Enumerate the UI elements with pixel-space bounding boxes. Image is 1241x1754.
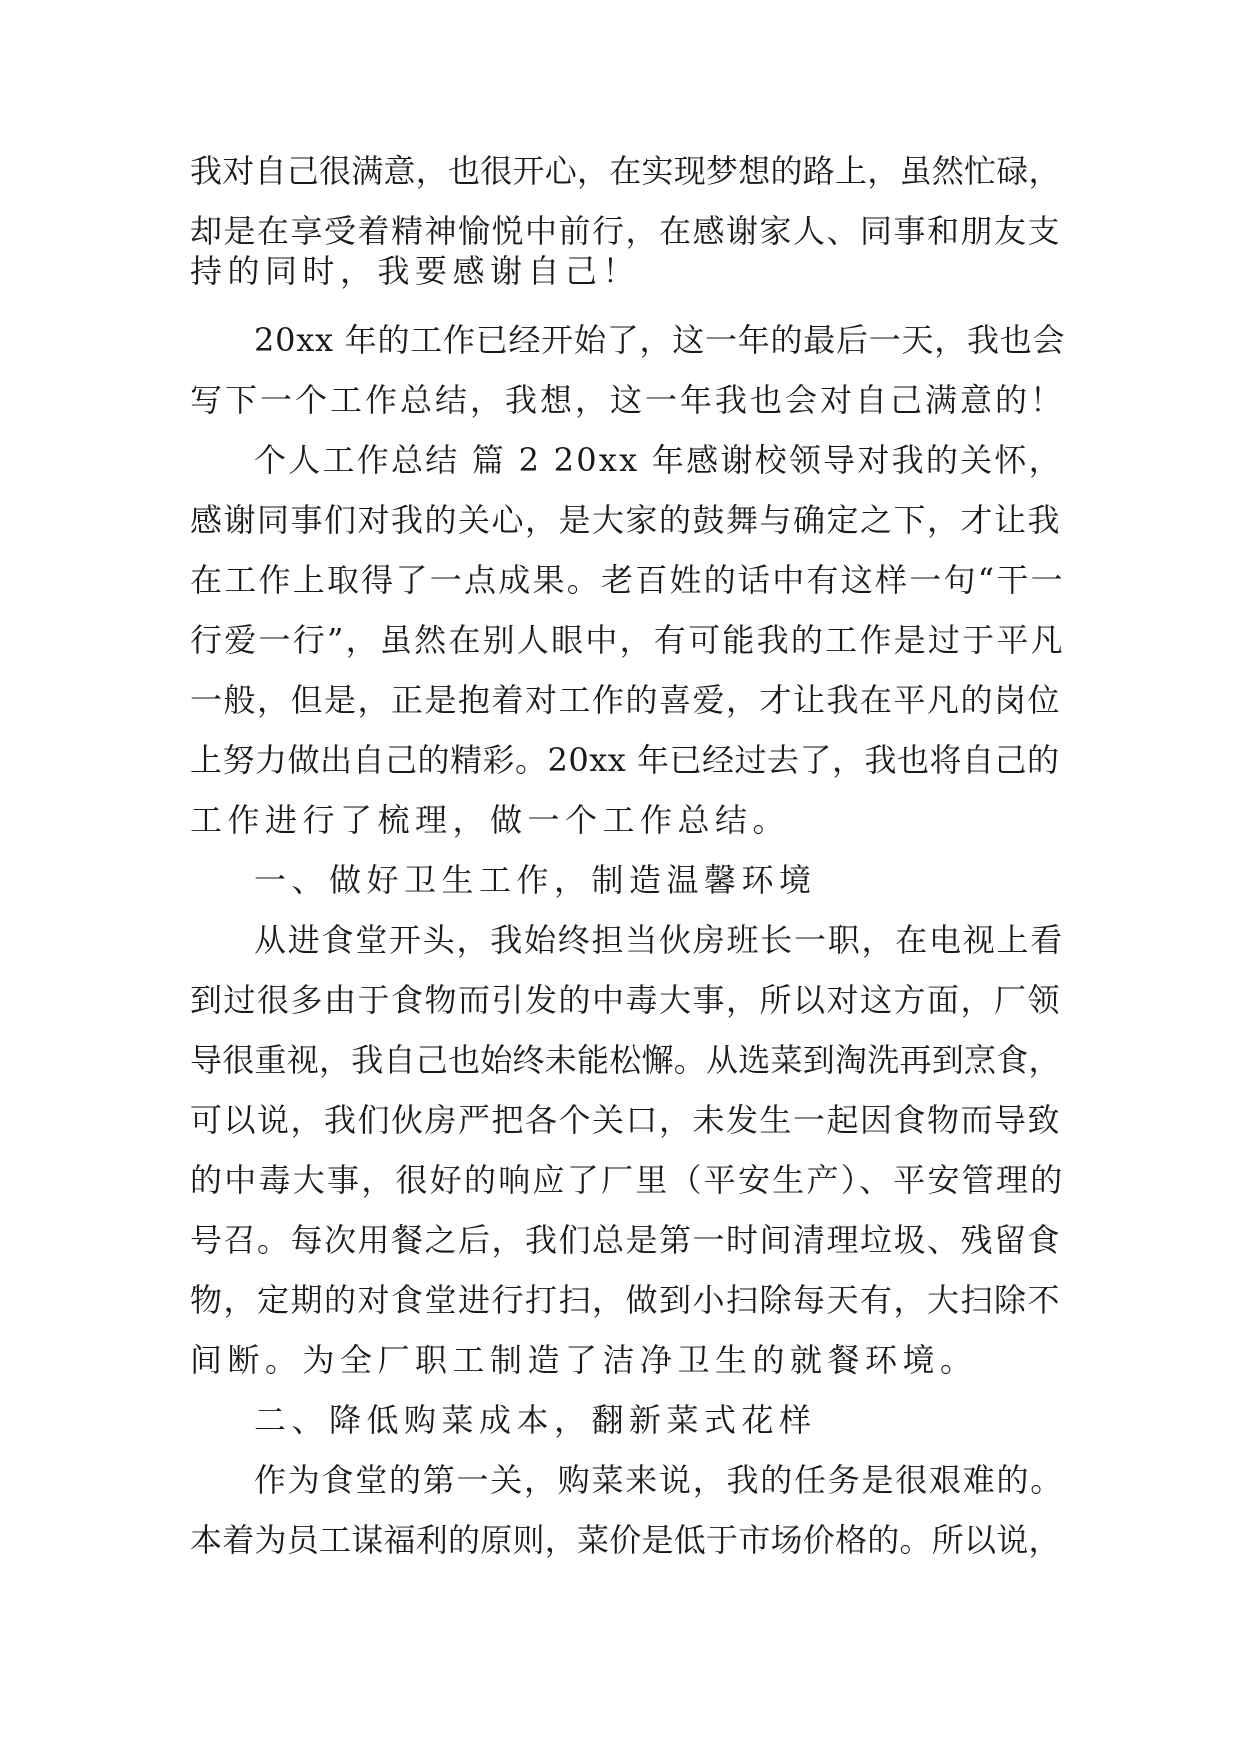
text-line: 感谢同事们对我的关心，是大家的鼓舞与确定之下，才让我 — [190, 501, 1062, 539]
text-line: 在工作上取得了一点成果。老百姓的话中有这样一句“干一 — [190, 561, 1065, 599]
text-line: 却是在享受着精神愉悦中前行，在感谢家人、同事和朋友支 — [190, 212, 1062, 250]
section-heading: 一、做好卫生工作，制造温馨环境 — [254, 861, 817, 899]
text-line: 导很重视，我自己也始终未能松懈。从选菜到淘洗再到烹食， — [190, 1041, 1061, 1079]
text-line: 一般，但是，正是抱着对工作的喜爱，才让我在平凡的岗位 — [190, 681, 1062, 719]
text-line: 持的同时，我要感谢自己！ — [190, 252, 641, 290]
text-line: 到过很多由于食物而引发的中毒大事，所以对这方面，厂领 — [190, 981, 1062, 1019]
text-line: 从进食堂开头，我始终担当伙房班长一职，在电视上看 — [254, 921, 1065, 959]
text-line: 写下一个工作总结，我想，这一年我也会对自己满意的！ — [190, 381, 1066, 419]
text-line: 号召。每次用餐之后，我们总是第一时间清理垃圾、残留食 — [190, 1221, 1062, 1259]
text-line: 20xx 年的工作已经开始了，这一年的最后一天，我也会 — [254, 321, 1066, 359]
section-heading: 二、降低购菜成本，翻新菜式花样 — [254, 1401, 817, 1439]
text-line: 工作进行了梳理，做一个工作总结。 — [190, 801, 791, 839]
text-line: 的中毒大事，很好的响应了厂里（平安生产）、平安管理的 — [190, 1161, 1065, 1199]
text-line: 物，定期的对食堂进行打扫，做到小扫除每天有，大扫除不 — [190, 1281, 1062, 1319]
text-line: 上努力做出自己的精彩。20xx 年已经过去了，我也将自己的 — [190, 741, 1060, 779]
text-line: 我对自己很满意，也很开心，在实现梦想的路上，虽然忙碌， — [190, 152, 1061, 190]
text-line: 行爱一行”，虽然在别人眼中，有可能我的工作是过于平凡 — [190, 621, 1065, 659]
text-line: 个人工作总结 篇 2 20xx 年感谢校领导对我的关怀， — [254, 441, 1063, 479]
text-line: 可以说，我们伙房严把各个关口，未发生一起因食物而导致 — [190, 1101, 1062, 1139]
text-line: 本着为员工谋福利的原则，菜价是低于市场价格的。所以说， — [190, 1521, 1061, 1559]
text-line: 作为食堂的第一关，购菜来说，我的任务是很艰难的。 — [254, 1461, 1065, 1499]
text-line: 间断。为全厂职工制造了洁净卫生的就餐环境。 — [190, 1341, 978, 1379]
